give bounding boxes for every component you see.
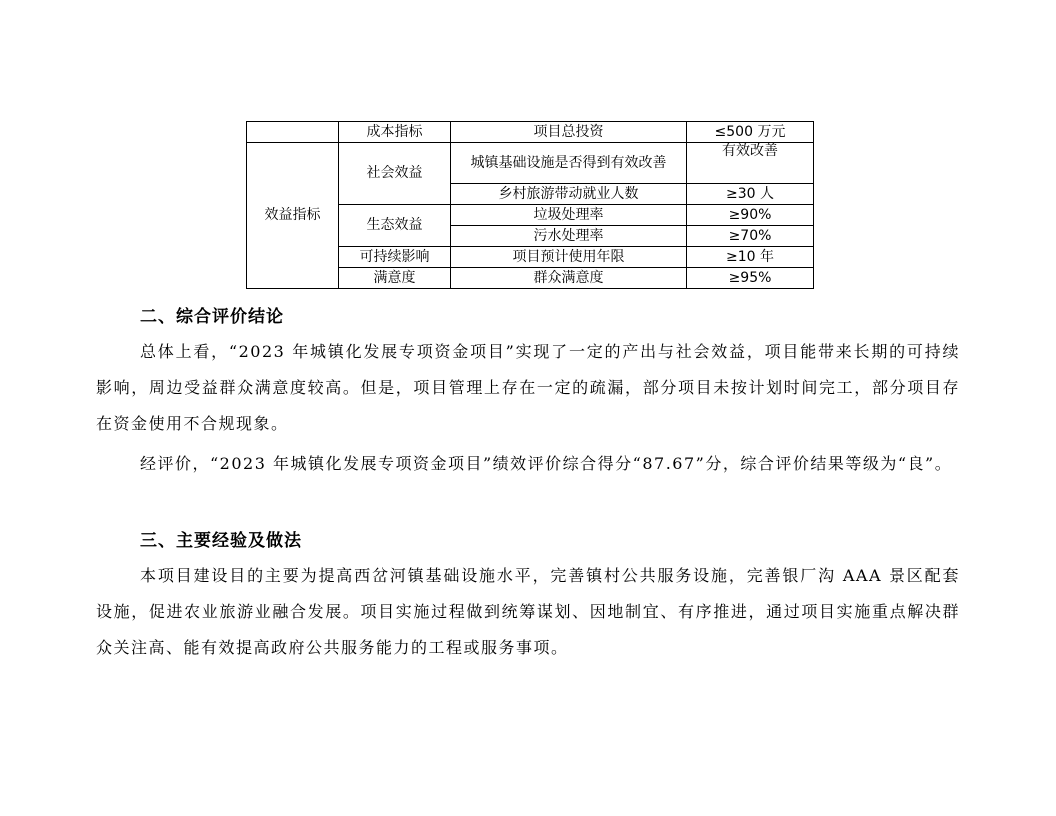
table-cell: ≥70% bbox=[687, 226, 814, 247]
table-row bbox=[247, 122, 814, 143]
table-cell-subcategory: 社会效益 bbox=[339, 143, 451, 205]
table-cell: ≥10 年 bbox=[687, 247, 814, 268]
table-cell: 项目总投资 bbox=[451, 122, 687, 143]
table-row bbox=[247, 143, 814, 184]
paragraph-conclusion-summary: 总体上看，“2023 年城镇化发展专项资金项目”实现了一定的产出与社会效益，项目能带来长期的可持续影响，周边受益群众满意度较高。但是，项目管理上存在一定的疏漏，部分项目未按计划时间完工，部分项目存在资金使用不合规现象。 bbox=[96, 342, 960, 433]
table-cell: ≥95% bbox=[687, 268, 814, 289]
table-cell: 城镇基础设施是否得到有效改善 bbox=[451, 143, 687, 184]
paragraph-evaluation-score: 经评价，“2023 年城镇化发展专项资金项目”绩效评价综合得分“87.67”分，综合评价结果等级为“良”。 bbox=[140, 454, 953, 473]
table-cell: 乡村旅游带动就业人数 bbox=[451, 184, 687, 205]
table-cell: ≥30 人 bbox=[687, 184, 814, 205]
table-cell: 群众满意度 bbox=[451, 268, 687, 289]
performance-indicator-table bbox=[246, 121, 814, 289]
paragraph-experience: 本项目建设目的主要为提高西岔河镇基础设施水平，完善镇村公共服务设施，完善银厂沟 AAA 景区配套设施，促进农业旅游业融合发展。项目实施过程做到统筹谋划、因地制宜、有序推进，通过项目实施重点解决群众关注高、能有效提高政府公共服务能力的工程或服务事项。 bbox=[96, 566, 960, 657]
section-heading-experience: 三、主要经验及做法 bbox=[140, 531, 302, 551]
table-cell-category: 效益指标 bbox=[247, 143, 339, 289]
table-cell: 污水处理率 bbox=[451, 226, 687, 247]
table-cell: ≥90% bbox=[687, 205, 814, 226]
table-cell-subcategory: 生态效益 bbox=[339, 205, 451, 247]
table-cell-subcategory: 满意度 bbox=[339, 268, 451, 289]
table-cell: ≤500 万元 bbox=[687, 122, 814, 143]
table-cell-subcategory: 可持续影响 bbox=[339, 247, 451, 268]
table-cell bbox=[247, 122, 339, 143]
table-cell: 项目预计使用年限 bbox=[451, 247, 687, 268]
section-heading-conclusion: 二、综合评价结论 bbox=[140, 307, 284, 327]
table-cell: 有效改善 bbox=[687, 143, 814, 184]
table-cell: 垃圾处理率 bbox=[451, 205, 687, 226]
table-cell: 成本指标 bbox=[339, 122, 451, 143]
